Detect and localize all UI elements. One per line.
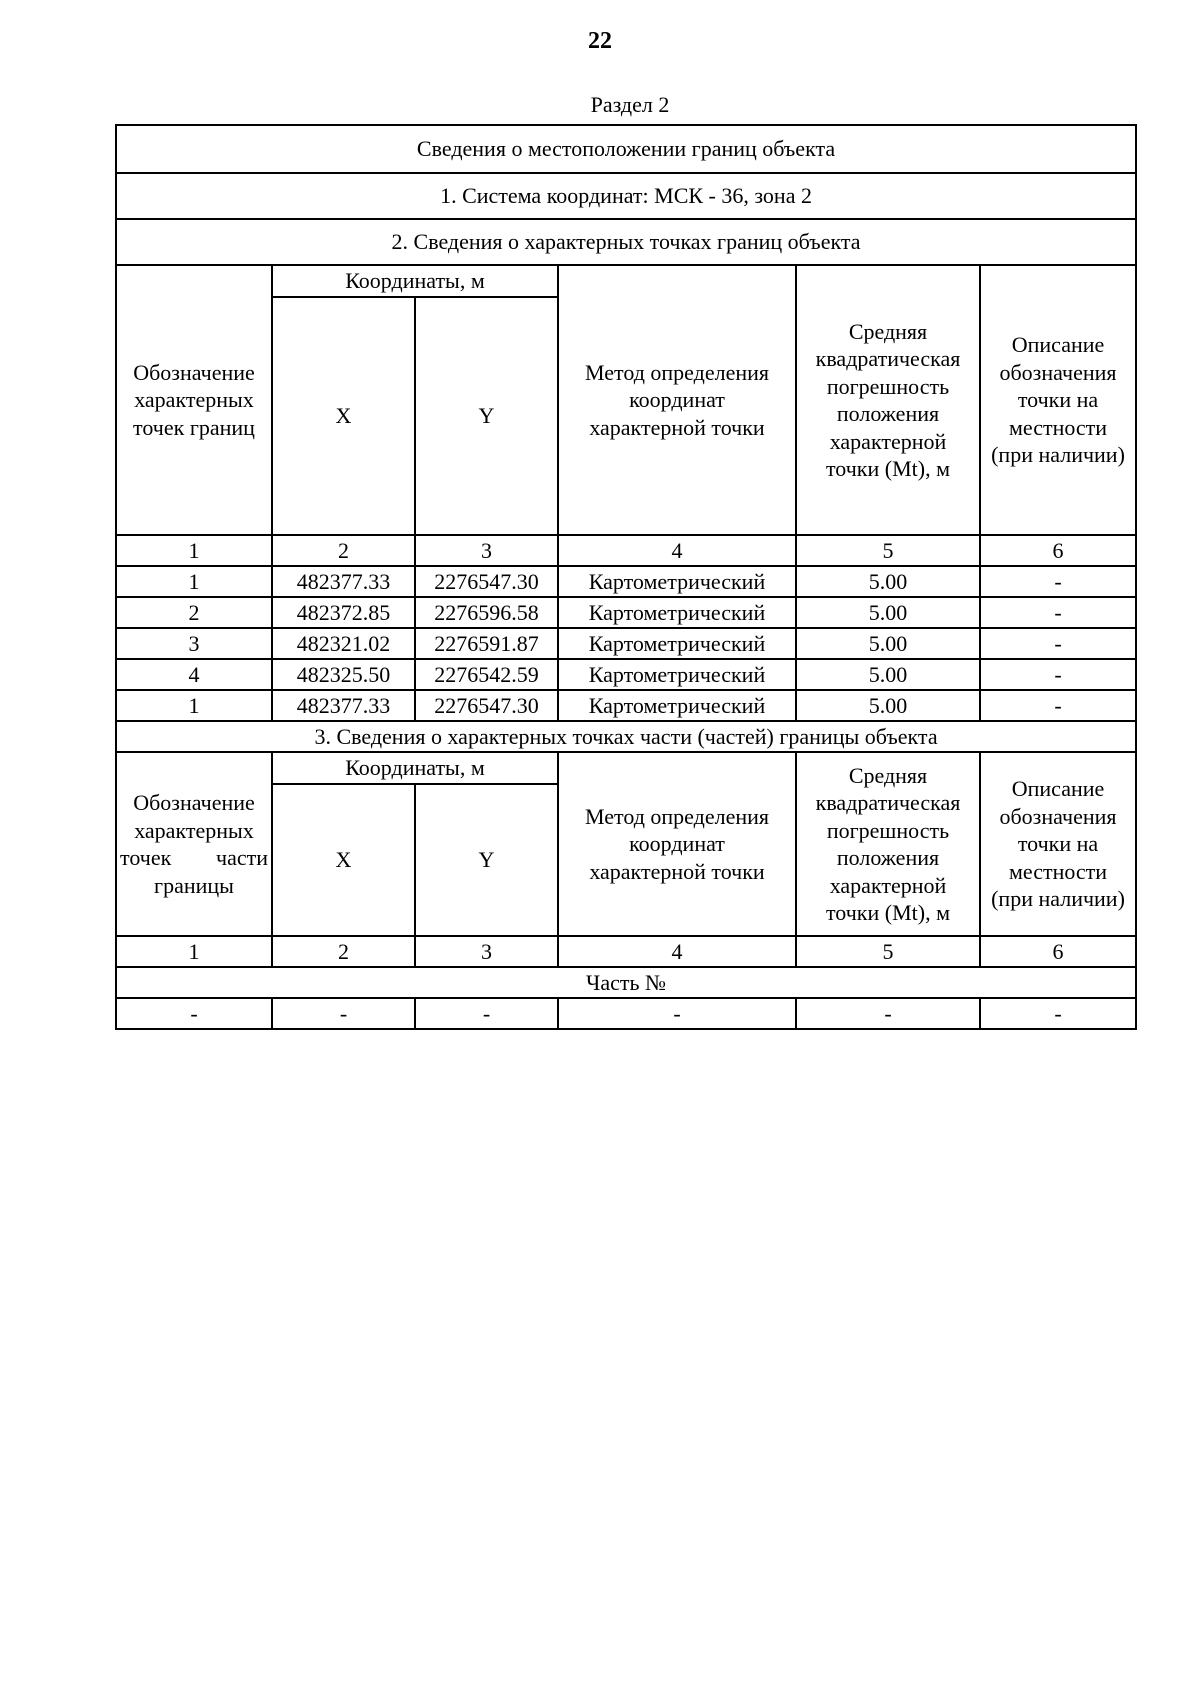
header-description: Описание обозначения точки на местности (при наличии): [980, 265, 1136, 535]
header-y: Y: [415, 297, 558, 535]
table-row: 4 482325.50 2276542.59 Картометрический 5.00 -: [116, 659, 1136, 690]
table-row: 1 482377.33 2276547.30 Картометрический 5.00 -: [116, 566, 1136, 597]
header-part-coordinates: Координаты, м: [272, 752, 558, 784]
section-label: Раздел 2: [590, 92, 670, 117]
page-number: 22: [588, 28, 612, 54]
header-part-description: Описание обозначения точки на местности (при наличии): [980, 752, 1136, 936]
header-x: X: [272, 297, 415, 535]
header-part-point-designation: Обозначение характерных точек части границы: [116, 752, 272, 936]
table-row: 1 482377.33 2276547.30 Картометрический 5.00 -: [116, 690, 1136, 721]
header-part-x: X: [272, 784, 415, 936]
section3-heading: 3. Сведения о характерных точках части (частей) границы объекта: [116, 721, 1136, 752]
coordinate-system: 1. Система координат: МСК - 36, зона 2: [116, 173, 1136, 219]
header-coordinates: Координаты, м: [272, 265, 558, 297]
header-method: Метод определения координат характерной точки: [558, 265, 796, 535]
table-row: 3 482321.02 2276591.87 Картометрический 5.00 -: [116, 628, 1136, 659]
column-numbers-row: 1 2 3 4 5 6: [116, 535, 1136, 566]
object-boundaries-table: [115, 124, 1137, 1030]
header-mean-error: Средняя квадратическая погрешность положения характерной точки (Mt), м: [796, 265, 980, 535]
table-title: Сведения о местоположении границ объекта: [116, 125, 1136, 173]
section2-heading: 2. Сведения о характерных точках границ объекта: [116, 219, 1136, 265]
header-part-mean-error: Средняя квадратическая погрешность положения характерной точки (Mt), м: [796, 752, 980, 936]
part-column-numbers-row: 1 2 3 4 5 6: [116, 936, 1136, 967]
table-row: - - - - - -: [116, 998, 1136, 1029]
header-part-y: Y: [415, 784, 558, 936]
table-row: 2 482372.85 2276596.58 Картометрический 5.00 -: [116, 597, 1136, 628]
header-point-designation: Обозначение характерных точек границ: [116, 265, 272, 535]
header-part-method: Метод определения координат характерной точки: [558, 752, 796, 936]
part-number-label: Часть №: [116, 967, 1136, 998]
